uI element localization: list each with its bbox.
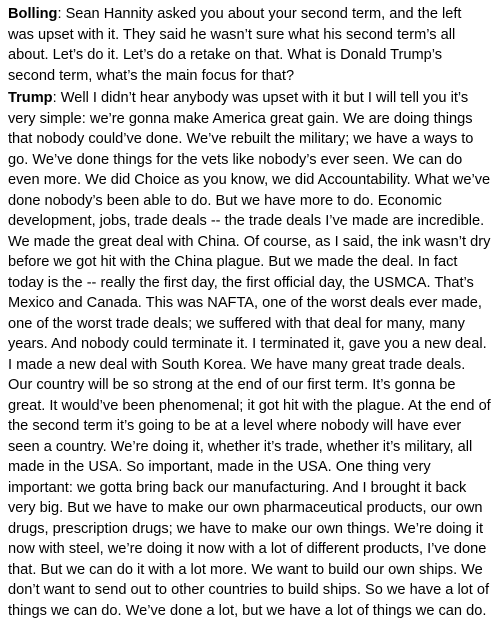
paragraph-text: Sean Hannity asked you about your second term, and the left was upset with it. They said he wasn’t sure what his second term’s all about. Let’s do it. Let’s do a retake on that. What is Donald Trump’s second term, what’s the main focus for that? [8, 6, 462, 84]
transcript-document [8, 4, 491, 623]
speaker-name: Bolling [8, 6, 58, 22]
speaker-name: Trump [8, 90, 53, 106]
transcript-paragraph-bolling [8, 4, 491, 86]
transcript-paragraph-trump [8, 88, 491, 621]
speaker-separator: : [57, 6, 66, 22]
speaker-separator: : [52, 90, 61, 106]
paragraph-text: Well I didn’t hear anybody was upset with it but I will tell you it’s very simple: we’re gonna make America great gain. We are doing things that nobody could’ve done. We’ve rebuilt the military; we have a ways to go. We’ve done things for the vets like nobody’s ever seen. We can do even more. We did Choice as you know, we did Accountability. What we’ve done nobody’s been able to do. But we have more to do. Economic development, jobs, trade deals -- the trade deals I’ve made are incredible. We made the great deal with China. Of course, as I said, the ink wasn’t dry before we got hit with the China plague. But we made the deal. In fact today is the -- really the first day, the first official day, the USMCA. That’s Mexico and Canada. This was NAFTA, one of the worst deals ever made, one of the worst trade deals; we suffered with that deal for many, many years. And nobody could terminate it. I terminated it, gave you a new deal. I made a new deal with South Korea. We have many great trade deals. Our country will be so strong at the end of our first term. It’s gonna be great. It would’ve been phenomenal; it got hit with the plague. At the end of the second term it’s going to be at a level where nobody will have ever seen a country. We’re doing it, whether it’s trade, whether it’s military, all made in the USA. So important, made in the USA. One thing very important: we gotta bring back our manufacturing. And I brought it back very big. But we have to make our own pharmaceutical products, our own drugs, prescription drugs; we have to make our own things. We’re doing it now with steel, we’re doing it now with a lot of different products, I’ve done that. But we can do it with a lot more. We want to build our own ships. We don’t want to send out to other countries to build ships. So we have a lot of things we can do. We’ve done a lot, but we have a lot of things we can do. [8, 90, 491, 619]
